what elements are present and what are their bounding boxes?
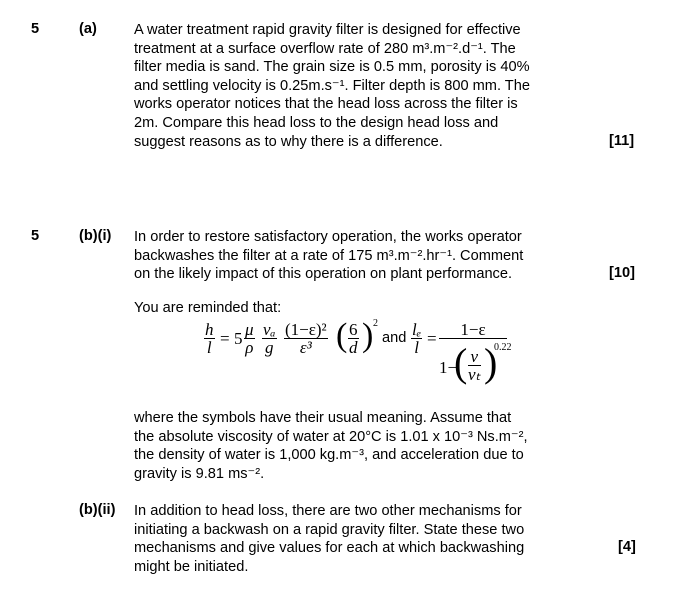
text-line: initiating a backwash on a rapid gravity filter. State these two (134, 521, 525, 538)
f-num: (1−ε)² (285, 320, 327, 339)
f-eq: = (427, 329, 437, 348)
f-1-e: 1−ε (439, 321, 507, 339)
marks-bi: [10] (609, 265, 635, 281)
f-mu: μ (245, 320, 254, 339)
text-line: A water treatment rapid gravity filter is designed for effective (134, 22, 521, 38)
f-l: l (206, 338, 212, 357)
text-line: where the symbols have their usual meaning. Assume that (134, 410, 512, 426)
text-line: treatment at a surface overflow rate of 280 m³.m⁻².d⁻¹. The (134, 40, 516, 57)
f-den: ε³ (299, 338, 312, 357)
question-5bii-text (134, 502, 524, 576)
reminder-text: You are reminded that: (134, 300, 282, 316)
f-le: lₑ (412, 320, 422, 339)
f-eq: = (220, 329, 230, 348)
f-h: h (205, 320, 214, 339)
text-line: In addition to head loss, there are two other mechanisms for (134, 503, 522, 519)
text-line: works operator notices that the head loss across the filter is (134, 96, 518, 113)
f-g: g (265, 338, 274, 357)
part-label-a: (a) (79, 21, 97, 37)
part-label-bi: (b)(i) (79, 228, 112, 244)
part-label-bii: (b)(ii) (79, 502, 116, 518)
text-line: gravity is 9.81 ms⁻². (134, 465, 265, 482)
question-number: 5 (31, 21, 40, 37)
f-sq: 2 (373, 318, 378, 329)
question-5a-text (134, 21, 530, 151)
text-line: 2m. Compare this head loss to the design head loss and (134, 114, 499, 131)
text-line: and settling velocity is 0.25m.s⁻¹. Filter depth is 800 mm. The (134, 77, 530, 94)
f-vt: vₜ (468, 365, 481, 384)
text-line: filter media is sand. The grain size is 0.5 mm, porosity is 40% (134, 59, 530, 76)
text-line: on the likely impact of this operation on plant performance. (134, 266, 513, 283)
text-line: might be initiated. (134, 558, 249, 575)
question-5bi-notes (134, 409, 528, 483)
f-and: and (382, 330, 407, 346)
text-line: the density of water is 1,000 kg.m⁻³, and acceleration due to (134, 447, 524, 464)
f-5: 5 (234, 329, 243, 348)
text-line: mechanisms and give values for each at which backwashing (134, 540, 525, 557)
f-v: v (468, 348, 481, 366)
question-number: 5 (31, 228, 40, 244)
f-d: d (349, 338, 358, 357)
formulas: h l = 5 μ ρ vₐ g $\frac{\text{(1−ε)²}}{\text{ε³}}$ ( 6 d ) 2 and lₑ l = 1−ε 1− ( v vₜ ) 0.22 (205, 317, 512, 385)
f-rho: ρ (245, 338, 254, 357)
text-line: In order to restore satisfactory operation, the works operator (134, 229, 522, 245)
question-5bi-text (134, 228, 523, 284)
f-1: 1− (439, 358, 458, 377)
marks-bii: [4] (618, 539, 636, 555)
f-exp: 0.22 (494, 342, 512, 353)
marks-a: [11] (609, 133, 635, 149)
f-l: l (414, 338, 419, 357)
f-6: 6 (349, 320, 358, 339)
text-line: suggest reasons as to why there is a difference. (134, 133, 443, 150)
text-line: backwashes the filter at a rate of 175 m³.m⁻².hr⁻¹. Comment (134, 247, 524, 264)
f-va: vₐ (263, 320, 276, 339)
text-line: the absolute viscosity of water at 20°C is 1.01 x 10⁻³ Ns.m⁻², (134, 428, 528, 445)
